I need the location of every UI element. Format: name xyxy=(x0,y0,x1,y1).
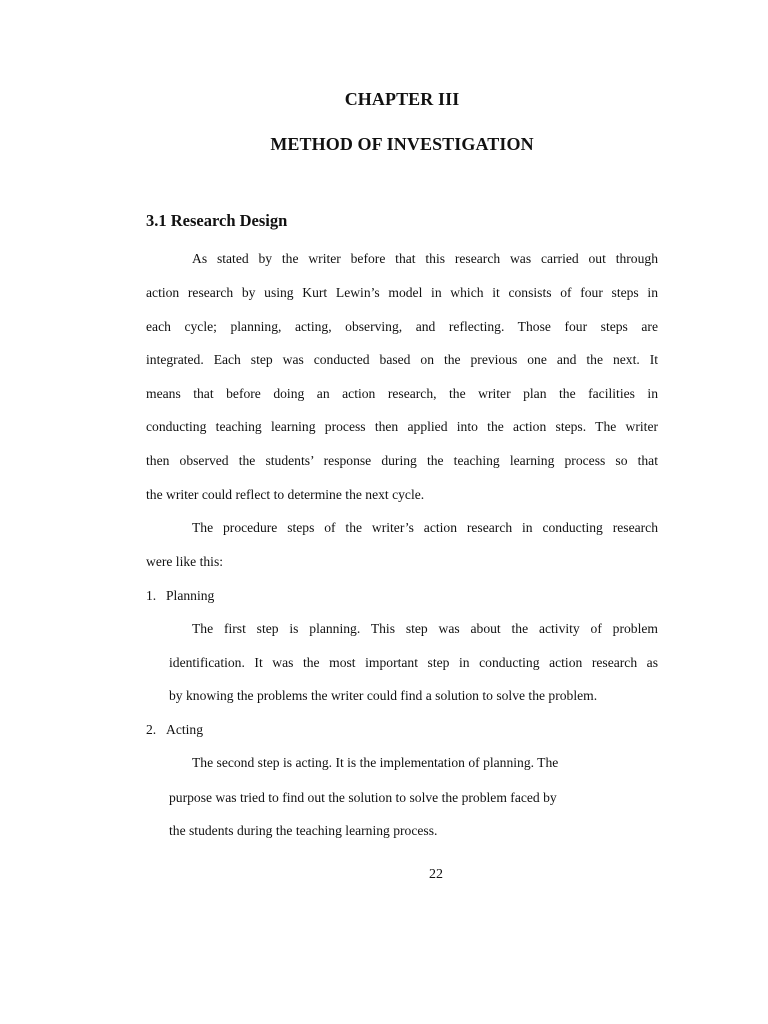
step-line: The first step is planning. This step was about the activity of problem xyxy=(192,621,658,636)
step-line: The second step is acting. It is the implementation of planning. The xyxy=(192,755,559,770)
step-line: purpose was tried to find out the solution to solve the problem faced by xyxy=(169,790,557,805)
paragraph-line: conducting teaching learning process then applied into the action steps. The writer xyxy=(146,419,658,434)
paragraph-line: As stated by the writer before that this research was carried out through xyxy=(192,251,658,266)
paragraph-line: integrated. Each step was conducted based on the previous one and the next. It xyxy=(146,352,658,367)
chapter-number: CHAPTER III xyxy=(344,89,460,109)
paragraph-line: each cycle; planning, acting, observing, and reflecting. Those four steps are xyxy=(146,319,658,334)
section-heading: 3.1 Research Design xyxy=(146,211,288,230)
list-number: 1. xyxy=(146,588,157,603)
step-line: identification. It was the most important step in conducting action research as xyxy=(169,655,658,670)
list-label-planning: Planning xyxy=(166,588,215,603)
paragraph-line: action research by using Kurt Lewin’s model in which it consists of four steps in xyxy=(146,285,658,300)
page-number: 22 xyxy=(429,867,443,882)
paragraph-line: then observed the students’ response during the teaching learning process so that xyxy=(146,453,658,468)
paragraph-line: The procedure steps of the writer’s action research in conducting research xyxy=(192,520,658,535)
chapter-title: METHOD OF INVESTIGATION xyxy=(270,134,534,154)
step-line: by knowing the problems the writer could find a solution to solve the problem. xyxy=(169,688,598,703)
paragraph-line: the writer could reflect to determine the next cycle. xyxy=(146,487,425,502)
paragraph-line: were like this: xyxy=(146,554,224,569)
paragraph-line: means that before doing an action research, the writer plan the facilities in xyxy=(146,386,658,401)
list-label-acting: Acting xyxy=(166,722,203,737)
step-line: the students during the teaching learning process. xyxy=(169,823,438,838)
list-number: 2. xyxy=(146,722,157,737)
